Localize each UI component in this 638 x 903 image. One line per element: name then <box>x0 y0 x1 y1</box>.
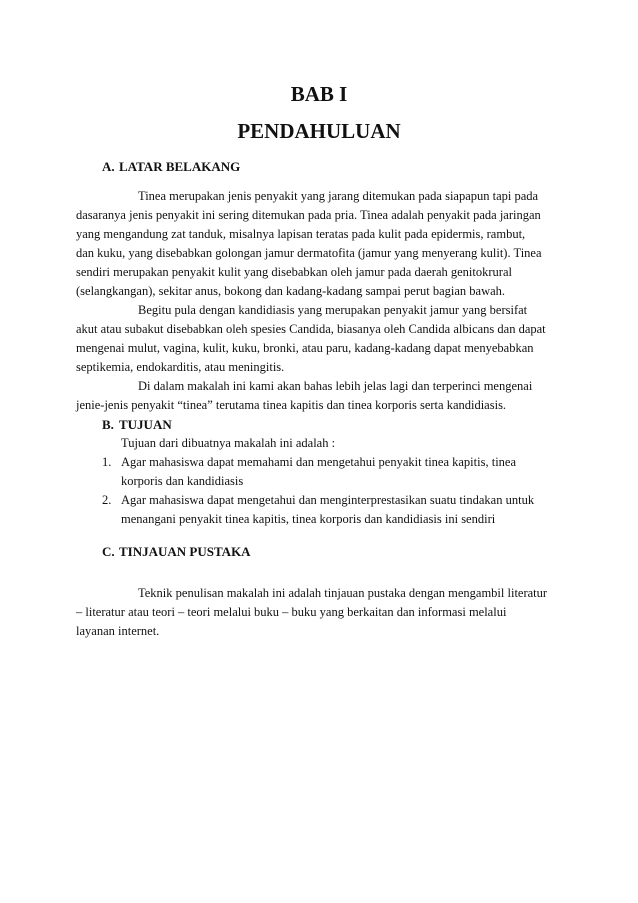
list-line: Agar mahasiswa dapat mengetahui dan menginterprestasikan suatu tindakan untuk <box>121 493 535 507</box>
list-line: Agar mahasiswa dapat memahami dan mengetahui penyakit tinea kapitis, tinea <box>121 455 517 469</box>
paragraph-line: jenie-jenis penyakit “tinea” terutama tinea kapitis dan tinea korporis serta kandidiasis. <box>76 398 507 412</box>
list-item <box>102 453 572 472</box>
paragraph-line: dasaranya jenis penyakit ini sering ditemukan pada pria. Tinea adalah penyakit pada jaringan <box>76 208 541 222</box>
chapter-subtitle: PENDAHULUAN <box>237 119 401 143</box>
paragraph-line: sendiri merupakan penyakit kulit yang disebabkan oleh jamur pada daerah genitokrural <box>76 265 512 279</box>
list-line: menangani penyakit tinea kapitis, tinea korporis dan kandidiasis ini sendiri <box>121 512 496 526</box>
section-heading-text: TUJUAN <box>119 417 172 432</box>
chapter-title-text: BAB I <box>290 82 348 106</box>
chapter-title <box>0 82 638 107</box>
section-heading-tujuan <box>102 417 172 433</box>
paragraph-line: Teknik penulisan makalah ini adalah tinjauan pustaka dengan mengambil literatur <box>138 586 548 600</box>
list-number: 1. <box>102 455 112 469</box>
paragraph-line: dan kuku, yang disebabkan golongan jamur dermatofita (jamur yang menyerang kulit). Tinea <box>76 246 542 260</box>
paragraph-line: mengenai mulut, vagina, kulit, kuku, bronki, atau paru, kadang-kadang dapat menyebabkan <box>76 341 534 355</box>
tujuan-list <box>102 434 572 529</box>
paragraph-tinjauan-pustaka <box>76 584 562 641</box>
section-letter: B. <box>102 417 114 432</box>
paragraph-line: septikemia, endokarditis, atau meningitis. <box>76 360 285 374</box>
list-line: korporis dan kandidiasis <box>121 474 244 488</box>
paragraph-line: Di dalam makalah ini kami akan bahas lebih jelas lagi dan terperinci mengenai <box>138 379 533 393</box>
paragraph-line: akut atau subakut disebabkan oleh spesies Candida, biasanya oleh Candida albicans dan dapat <box>76 322 546 336</box>
paragraph-line: – literatur atau teori – teori melalui buku – buku yang berkaitan dan informasi melalui <box>76 605 507 619</box>
paragraph-line: Tinea merupakan jenis penyakit yang jarang ditemukan pada siapapun tapi pada <box>138 189 539 203</box>
paragraph-latar-belakang-1 <box>76 187 562 301</box>
list-intro: Tujuan dari dibuatnya makalah ini adalah : <box>121 436 336 450</box>
paragraph-line: Begitu pula dengan kandidiasis yang merupakan penyakit jamur yang bersifat <box>138 303 528 317</box>
paragraph-line: layanan internet. <box>76 624 160 638</box>
section-heading-latar-belakang <box>102 159 240 175</box>
section-letter: A. <box>102 159 115 174</box>
paragraph-latar-belakang-3 <box>76 377 562 415</box>
paragraph-line: yang mengandung zat tanduk, misalnya lapisan teratas pada kulit pada epidermis, rambut, <box>76 227 526 241</box>
section-letter: C. <box>102 544 115 559</box>
section-heading-text: LATAR BELAKANG <box>119 159 241 174</box>
paragraph-line: (selangkangan), sekitar anus, bokong dan kadang-kadang sampai perut bagian bawah. <box>76 284 506 298</box>
list-item <box>102 491 572 510</box>
list-number: 2. <box>102 493 112 507</box>
paragraph-latar-belakang-2 <box>76 301 562 377</box>
section-heading-text: TINJAUAN PUSTAKA <box>119 544 251 559</box>
section-heading-tinjauan-pustaka <box>102 544 251 560</box>
